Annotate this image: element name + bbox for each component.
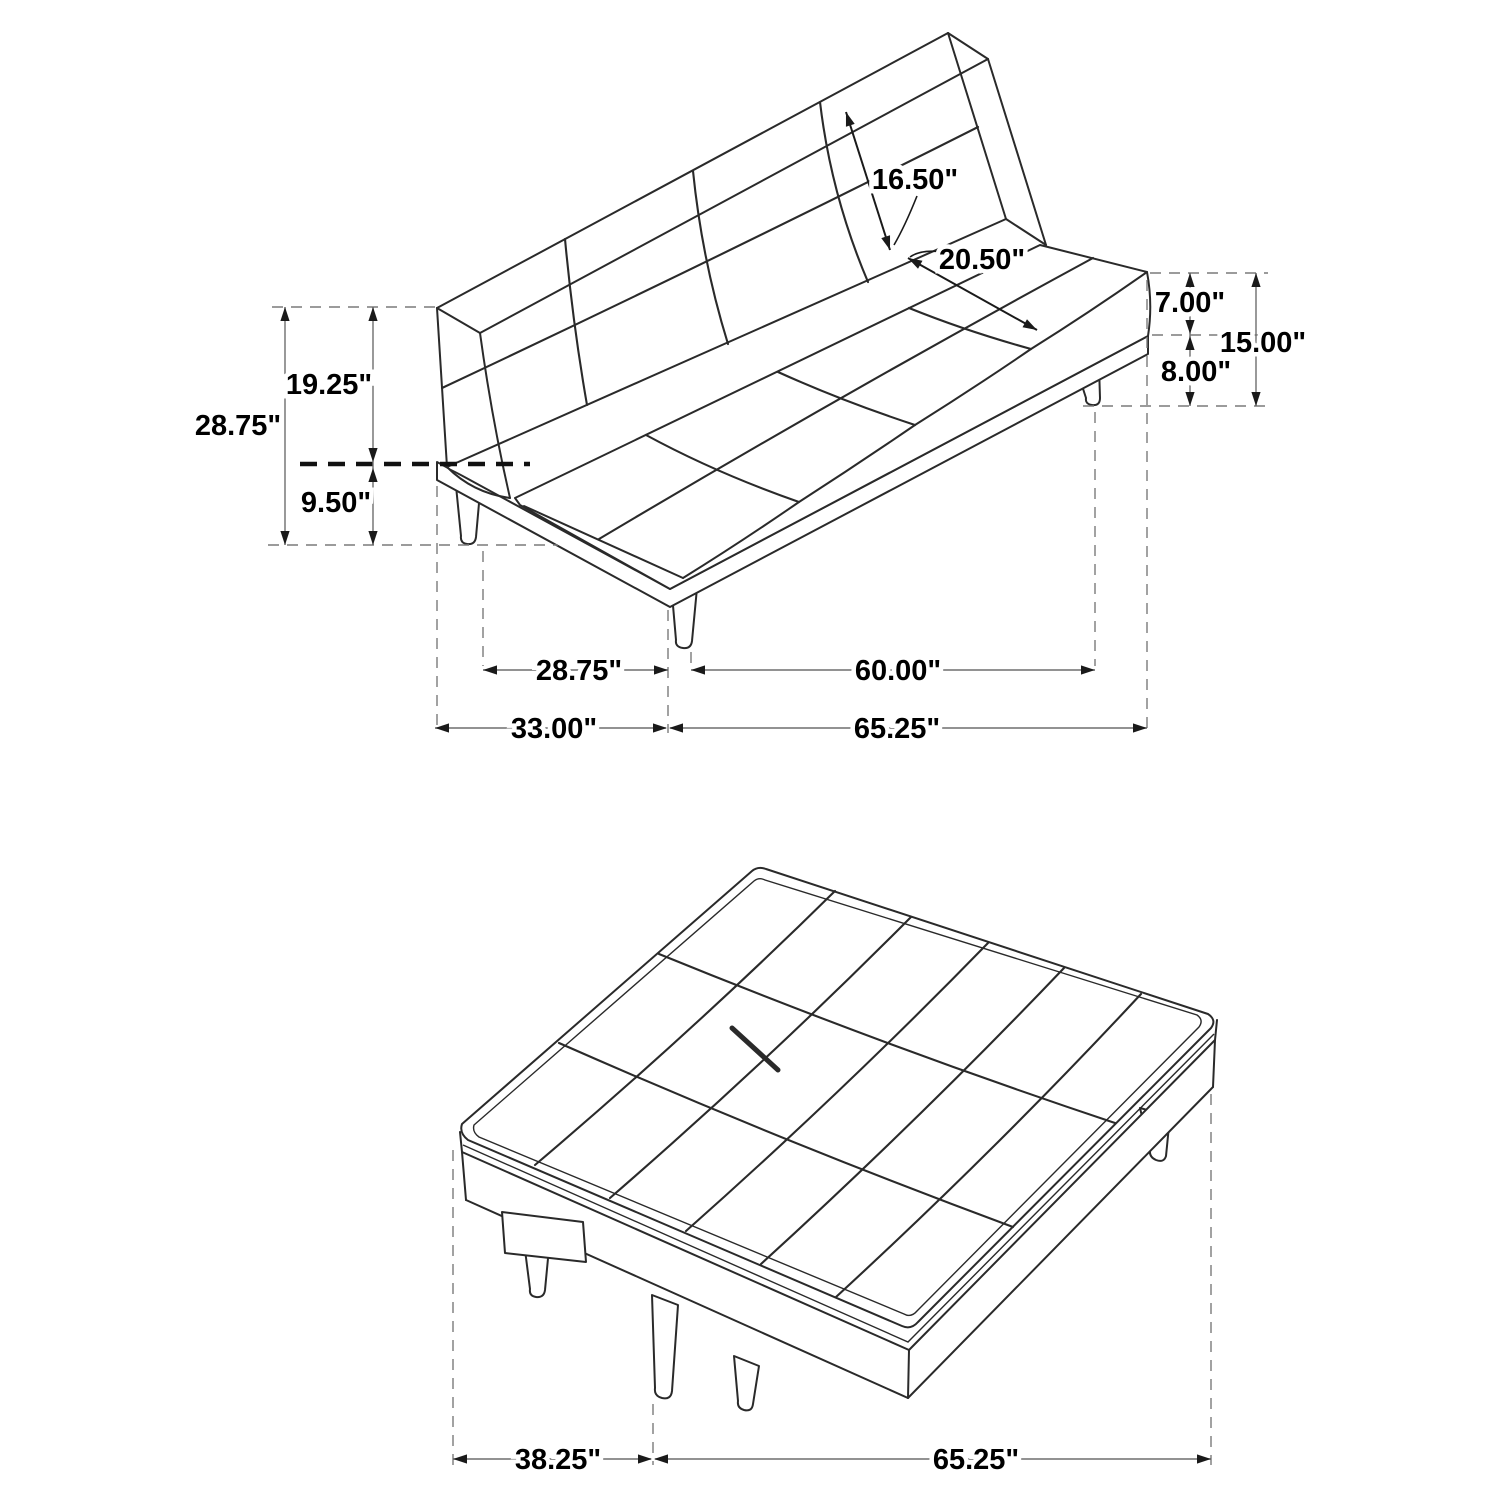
bed-mattress xyxy=(460,868,1217,1350)
bed-leg-front-corner xyxy=(734,1356,759,1410)
dim-label-footprint-depth: 28.75" xyxy=(535,655,623,687)
dim-label-overall-depth-flat: 38.25" xyxy=(514,1444,602,1476)
dim-label-front-leg-span: 60.00" xyxy=(854,655,942,687)
bed-leg-front xyxy=(652,1295,678,1398)
dim-label-overall-depth: 33.00" xyxy=(510,713,598,745)
dim-label-base-front-height: 9.50" xyxy=(300,487,372,519)
dim-label-overall-height: 28.75" xyxy=(194,410,282,442)
dim-label-back-rise: 19.25" xyxy=(285,369,373,401)
dim-label-seat-thickness: 7.00" xyxy=(1154,287,1226,319)
dim-label-under-clearance: 8.00" xyxy=(1160,356,1232,388)
dim-label-overall-width-flat: 65.25" xyxy=(932,1444,1020,1476)
dim-label-back-length: 16.50" xyxy=(871,164,959,196)
dim-label-seat-depth: 20.50" xyxy=(938,244,1026,276)
dim-label-overall-width: 65.25" xyxy=(853,713,941,745)
dim-label-seat-floor-height: 15.00" xyxy=(1219,327,1307,359)
sofa-flat-figure xyxy=(460,868,1217,1411)
sofa-upright-figure xyxy=(437,33,1150,648)
